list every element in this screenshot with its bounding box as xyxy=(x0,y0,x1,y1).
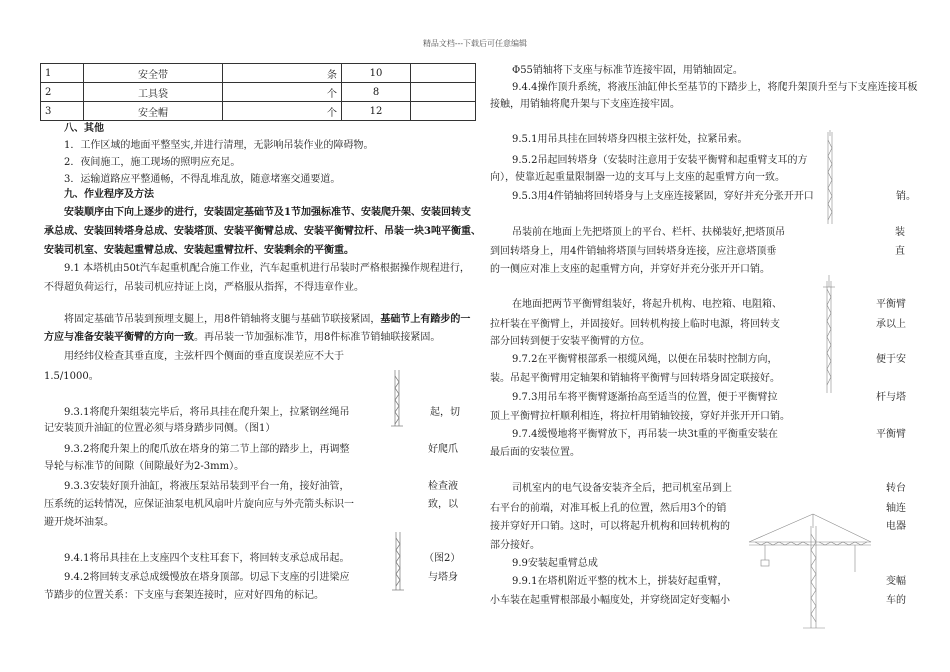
paragraph: 平衡臂 xyxy=(876,429,906,440)
paragraph: （图2） xyxy=(424,553,461,564)
tower-crane-figure xyxy=(388,368,406,428)
paragraph: 1.5/1000。 xyxy=(44,371,99,382)
table-cell: 个 xyxy=(223,83,342,102)
tower-crane-figure xyxy=(390,530,406,592)
table-cell xyxy=(411,83,476,102)
paragraph: 节踏步的位置关系：下支座与套架连接时，应对好四角的标记。 xyxy=(44,590,324,601)
paragraph: 3．运输道路应平整通畅，不得乱堆乱放，随意堵塞交通要道。 xyxy=(64,174,341,185)
table-row xyxy=(41,102,476,121)
paragraph: 装。吊起平衡臂用定轴架和销轴将平衡臂与回转塔身固定联接好。 xyxy=(490,373,780,384)
paragraph: 到回转塔身上，用4件销轴将塔顶与回转塔身连接，应注意塔顶垂 xyxy=(490,246,777,257)
paragraph: 接并穿好开口销。这时，可以将起升机构和回转机构的 xyxy=(490,521,730,532)
paragraph: 向），使靠近起重量限制器一边的支耳与上支座的起重臂方向一致。 xyxy=(490,172,785,183)
paragraph: 直 xyxy=(895,246,905,257)
paragraph: 9.4.4操作顶升系统，将液压油缸伸长至基节的下踏步上，将爬升架顶升至与下支座连接耳板 xyxy=(512,82,918,93)
table-row xyxy=(41,83,476,102)
paragraph: 9.9安装起重臂总成 xyxy=(512,558,598,569)
table-cell: 2 xyxy=(41,83,84,102)
paragraph: 好爬爪 xyxy=(428,444,458,455)
paragraph: 的一侧应对准上支座的起重臂方向，并穿好并充分张开开口销。 xyxy=(490,264,770,275)
section-9-title: 九、作业程序及方法 xyxy=(64,189,154,200)
text: 方应与准备安装平衡臂的方向一致 xyxy=(44,332,194,343)
paragraph: 吊装前在地面上先把塔顶上的平台、栏杆、扶梯装好,把塔顶吊 xyxy=(512,227,786,238)
paragraph: 9.3.3安装好顶升油缸，将液压泵站吊装到平台一角，接好油管， xyxy=(64,481,350,492)
paragraph: 车的 xyxy=(886,595,906,606)
table-cell: 安全带 xyxy=(84,64,223,83)
paragraph: 导轮与标准节的间隙（间隙最好为2-3mm）。 xyxy=(44,461,245,472)
paragraph: 右平台的前端，对准耳板上孔的位置，然后用3个的销 xyxy=(490,503,727,514)
table-cell: 3 xyxy=(41,102,84,121)
paragraph: 接触，用销轴将爬升架与下支座连接牢固。 xyxy=(490,99,680,110)
paragraph: 9.5.3用4件销轴将回转塔身与上支座连接紧固，穿好并充分张开开口 xyxy=(512,191,814,202)
paragraph: 最后面的安装位置。 xyxy=(490,447,580,458)
paragraph: 轴连 xyxy=(886,503,906,514)
tower-crane-figure xyxy=(819,275,839,395)
paragraph: 平衡臂 xyxy=(876,299,906,310)
paragraph: 拉杆装在平衡臂上，并固接好。回转机构接上临时电源，将回转支 xyxy=(490,319,780,330)
paragraph: 9.3.2将爬升架上的爬爪放在塔身的第二节上部的踏步上，再调整 xyxy=(64,444,350,455)
text: 基础节上有踏步的一 xyxy=(380,314,471,325)
section-8-title: 八、其他 xyxy=(64,123,104,134)
table-cell: 工具袋 xyxy=(84,83,223,102)
table-cell: 条 xyxy=(223,64,342,83)
table-cell: 8 xyxy=(342,83,411,102)
paragraph: 变幅 xyxy=(886,576,906,587)
paragraph: 检查液 xyxy=(428,481,458,492)
paragraph: 记安装顶升油缸的位置必须与塔身踏步同侧。（图1） xyxy=(44,423,276,434)
paragraph: 杆与塔 xyxy=(876,392,906,403)
equipment-table xyxy=(40,63,476,121)
paragraph: 1．工作区域的地面平整坚实,并进行清理，无影响吊装作业的障碍物。 xyxy=(64,140,374,151)
table-cell: 10 xyxy=(342,64,411,83)
paragraph: 9.7.4缓慢地将平衡臂放下，再吊装一块3t重的平衡重安装在 xyxy=(512,429,778,440)
table-cell: 个 xyxy=(223,102,342,121)
text: 。再吊装一节加强标准节，用8件标准节销轴联接紧固。 xyxy=(194,332,441,343)
paragraph: 9.7.2在平衡臂根部系一根缆风绳，以便在吊装时控制方向， xyxy=(512,354,778,365)
paragraph: 转台 xyxy=(886,483,906,494)
paragraph: 电器 xyxy=(886,521,906,532)
paragraph: 装 xyxy=(895,227,905,238)
paragraph: 避开烧坏油泵。 xyxy=(44,517,114,528)
table-row xyxy=(41,64,476,83)
paragraph: 不得超负荷运行，吊装司机应持证上岗，严格服从指挥，不得违章作业。 xyxy=(44,282,364,293)
paragraph: 在地面把两节平衡臂组装好，将起升机构、电控箱、电阻箱、 xyxy=(512,299,782,310)
paragraph: 用经纬仪检查其垂直度，主弦杆四个侧面的垂直度误差应不大于 xyxy=(64,351,344,362)
paragraph: 9.9.1在塔机附近平整的枕木上，拼装好起重臂， xyxy=(512,576,728,587)
table-cell: 12 xyxy=(342,102,411,121)
paragraph: 部分回转到便于安装平衡臂的方位。 xyxy=(490,336,650,347)
paragraph: 压系统的运转情况，应保证油泵电机风扇叶片旋向应与外壳箭头标识一 xyxy=(44,499,354,510)
paragraph: 司机室内的电气设备安装齐全后，把司机室吊到上 xyxy=(512,483,732,494)
luffing-crane-diagram xyxy=(745,512,875,630)
paragraph: 顶上平衡臂拉杆顺利相连，将拉杆用销轴铰接，穿好并张开开口销。 xyxy=(490,411,790,422)
table-cell: 1 xyxy=(41,64,84,83)
table-cell xyxy=(411,64,476,83)
paragraph: 销。 xyxy=(896,191,916,202)
paragraph xyxy=(44,331,440,344)
paragraph: 便于安 xyxy=(876,354,906,365)
paragraph: 部分接好。 xyxy=(490,540,540,551)
paragraph: 9.4.2将回转支承总成缓慢放在塔身顶部。切忌下支座的引进梁应 xyxy=(64,572,350,583)
paragraph: 9.3.1将爬升架组装完毕后，将吊具挂在爬升架上，拉紧钢丝绳吊 xyxy=(64,407,350,418)
bold-paragraph: 承总成、安装回转塔身总成、安装塔顶、安装平衡臂总成、安装平衡臂拉杆、吊装一块3吨平衡重、 xyxy=(44,226,481,237)
paragraph: 9.4.1将吊具挂在上支座四个支柱耳套下，将回转支承总成吊起。 xyxy=(64,553,350,564)
paragraph: 承以上 xyxy=(876,319,906,330)
table-cell: 安全帽 xyxy=(84,102,223,121)
paragraph: 致，以 xyxy=(428,499,458,510)
paragraph: 2．夜间施工，施工现场的照明应充足。 xyxy=(64,157,241,168)
paragraph xyxy=(64,313,470,326)
paragraph: 起，切 xyxy=(430,407,460,418)
tower-crane-figure xyxy=(823,130,837,226)
text: 将固定基础节吊装到预埋支腿上，用8件销轴将支腿与基础节联接紧固， xyxy=(64,314,381,325)
paragraph: Φ55销轴将下支座与标准节连接牢固，用销轴固定。 xyxy=(512,65,743,76)
paragraph: 9.5.2吊起回转塔身（安装时注意用于安装平衡臂和起重臂支耳的方 xyxy=(512,155,808,166)
paragraph: 小车装在起重臂根部最小幅度处，并穿绕固定好变幅小 xyxy=(490,595,730,606)
bold-paragraph: 安装司机室、安装起重臂总成、安装起重臂拉杆、安装剩余的平衡重。 xyxy=(44,245,354,256)
bold-paragraph: 安装顺序由下向上逐步的进行，安装固定基础节及1节加强标准节、安装爬升架、安装回转支 xyxy=(64,207,471,218)
paragraph: 与塔身 xyxy=(428,572,458,583)
paragraph: 9.1 本塔机由50t汽车起重机配合施工作业，汽车起重机进行吊装时严格根据操作规程进行， xyxy=(64,263,470,274)
paragraph: 9.7.3用吊车将平衡臂逐渐抬高至适当的位置，便于平衡臂拉 xyxy=(512,392,778,403)
table-cell xyxy=(411,102,476,121)
paragraph: 9.5.1用吊具挂在回转塔身四根主弦杆处，拉紧吊索。 xyxy=(512,134,748,145)
page-header: 精品文档---下载后可任意编辑 xyxy=(422,39,528,48)
